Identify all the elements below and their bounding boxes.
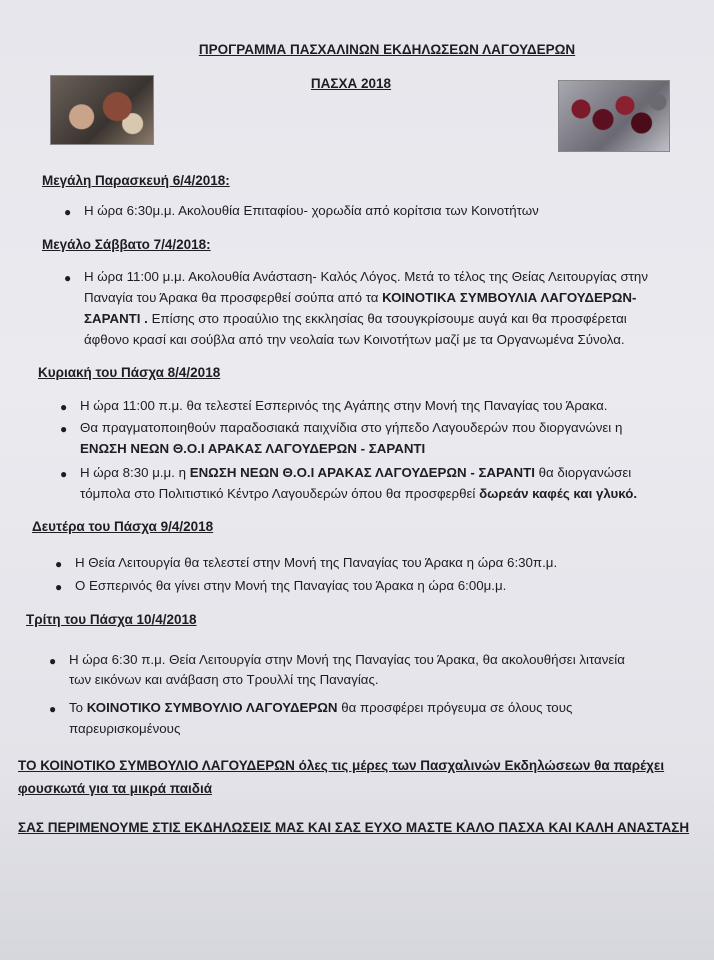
list-item-cont: των εικόνων και ανάβαση στο Τρουλλί της Παναγίας. <box>69 672 379 687</box>
footer-notice-line1: ΤΟ ΚΟΙΝΟΤΙΚΟ ΣΥΜΒΟΥΛΙΟ ΛΑΓΟΥΔΕΡΩΝ όλες τις μέρες των Πασχαλινών Εκδηλώσεων θα παρέχει <box>18 758 665 773</box>
bullet-icon: ● <box>60 422 68 436</box>
list-item: Ο Εσπερινός θα γίνει στην Μονή της Παναγίας του Άρακα η ώρα 6:00μ.μ. <box>75 578 507 593</box>
easter-eggs-photo-left <box>50 75 154 145</box>
document-title: ΠΡΟΓΡΑΜΜΑ ΠΑΣΧΑΛΙΝΩΝ ΕΚΔΗΛΩΣΕΩΝ ΛΑΓΟΥΔΕΡΩΝ <box>198 42 576 57</box>
bullet-icon: ● <box>49 654 57 668</box>
list-item-cont: ΕΝΩΣΗ ΝΕΩΝ Θ.Ο.Ι ΑΡΑΚΑΣ ΛΑΓΟΥΔΕΡΩΝ - ΣΑΡΑΝΤΙ <box>80 441 426 456</box>
list-item-cont: παρευρισκομένους <box>69 721 181 736</box>
section-heading-easter-monday: Δευτέρα του Πάσχα 9/4/2018 <box>32 519 214 534</box>
document-subtitle: ΠΑΣΧΑ 2018 <box>310 76 392 91</box>
bullet-icon: ● <box>60 467 68 481</box>
red-eggs-photo-right <box>558 80 670 152</box>
bullet-icon: ● <box>49 702 57 716</box>
list-item-cont: ΣΑΡΑΝΤΙ . Επίσης στο προαύλιο της εκκλησίας θα τσουγκρίσουμε αυγά και θα προσφέρεται <box>84 311 627 326</box>
section-heading-easter-sunday: Κυριακή του Πάσχα 8/4/2018 <box>38 365 221 380</box>
bullet-icon: ● <box>55 557 63 571</box>
bullet-icon: ● <box>55 580 63 594</box>
section-heading-good-friday: Μεγάλη Παρασκευή 6/4/2018: <box>42 173 230 188</box>
list-item: Η ώρα 11:00 π.μ. θα τελεστεί Εσπερινός της Αγάπης στην Μονή της Παναγίας του Άρακα. <box>80 398 608 413</box>
list-item-cont: τόμπολα στο Πολιτιστικό Κέντρο Λαγουδερών όπου θα προσφερθεί δωρεάν καφές και γλυκό. <box>80 486 638 501</box>
section-heading-easter-tuesday: Τρίτη του Πάσχα 10/4/2018 <box>26 612 197 627</box>
bullet-icon: ● <box>64 205 72 219</box>
footer-greeting: ΣΑΣ ΠΕΡΙΜΕΝΟΥΜΕ ΣΤΙΣ ΕΚΔΗΛΩΣΕΙΣ ΜΑΣ ΚΑΙ ΣΑΣ ΕΥΧΟ ΜΑΣΤΕ ΚΑΛΟ ΠΑΣΧΑ ΚΑΙ ΚΑΛΗ ΑΝΑΣΤΑΣΗ <box>18 820 690 835</box>
footer-notice-line2: φουσκωτά για τα μικρά παιδιά <box>18 781 212 796</box>
list-item: Το ΚΟΙΝΟΤΙΚΟ ΣΥΜΒΟΥΛΙΟ ΛΑΓΟΥΔΕΡΩΝ θα προσφέρει πρόγευμα σε όλους τους <box>69 700 573 715</box>
list-item-cont: άφθονο κρασί και σούβλα από την νεολαία των Κοινοτήτων μαζί με τα Οργανωμένα Σύνολα. <box>84 332 625 347</box>
list-item: Η ώρα 11:00 μ.μ. Ακολουθία Ανάσταση- Καλός Λόγος. Μετά το τέλος της Θείας Λειτουργίας στην <box>84 269 648 284</box>
bullet-icon: ● <box>60 400 68 414</box>
list-item: Θα πραγματοποιηθούν παραδοσιακά παιχνίδια στο γήπεδο Λαγουδερών που διοργανώνει η <box>80 420 623 435</box>
list-item: Η ώρα 6:30μ.μ. Ακολουθία Επιταφίου- χορωδία από κορίτσια των Κοινοτήτων <box>84 203 539 218</box>
list-item: Η ώρα 6:30 π.μ. Θεία Λειτουργία στην Μονή της Παναγίας του Άρακα, θα ακολουθήσει λιτανεία <box>69 652 625 667</box>
list-item-cont: Παναγία του Άρακα θα προσφερθεί σούπα από τα ΚΟΙΝΟΤΙΚΑ ΣΥΜΒΟΥΛΙΑ ΛΑΓΟΥΔΕΡΩΝ- <box>84 290 637 305</box>
list-item: Η ώρα 8:30 μ.μ. η ΕΝΩΣΗ ΝΕΩΝ Θ.Ο.Ι ΑΡΑΚΑΣ ΛΑΓΟΥΔΕΡΩΝ - ΣΑΡΑΝΤΙ θα διοργανώσει <box>80 465 632 480</box>
section-heading-holy-saturday: Μεγάλο Σάββατο 7/4/2018: <box>42 237 211 252</box>
bullet-icon: ● <box>64 271 72 285</box>
list-item: Η Θεία Λειτουργία θα τελεστεί στην Μονή της Παναγίας του Άρακα η ώρα 6:30π.μ. <box>75 555 558 570</box>
